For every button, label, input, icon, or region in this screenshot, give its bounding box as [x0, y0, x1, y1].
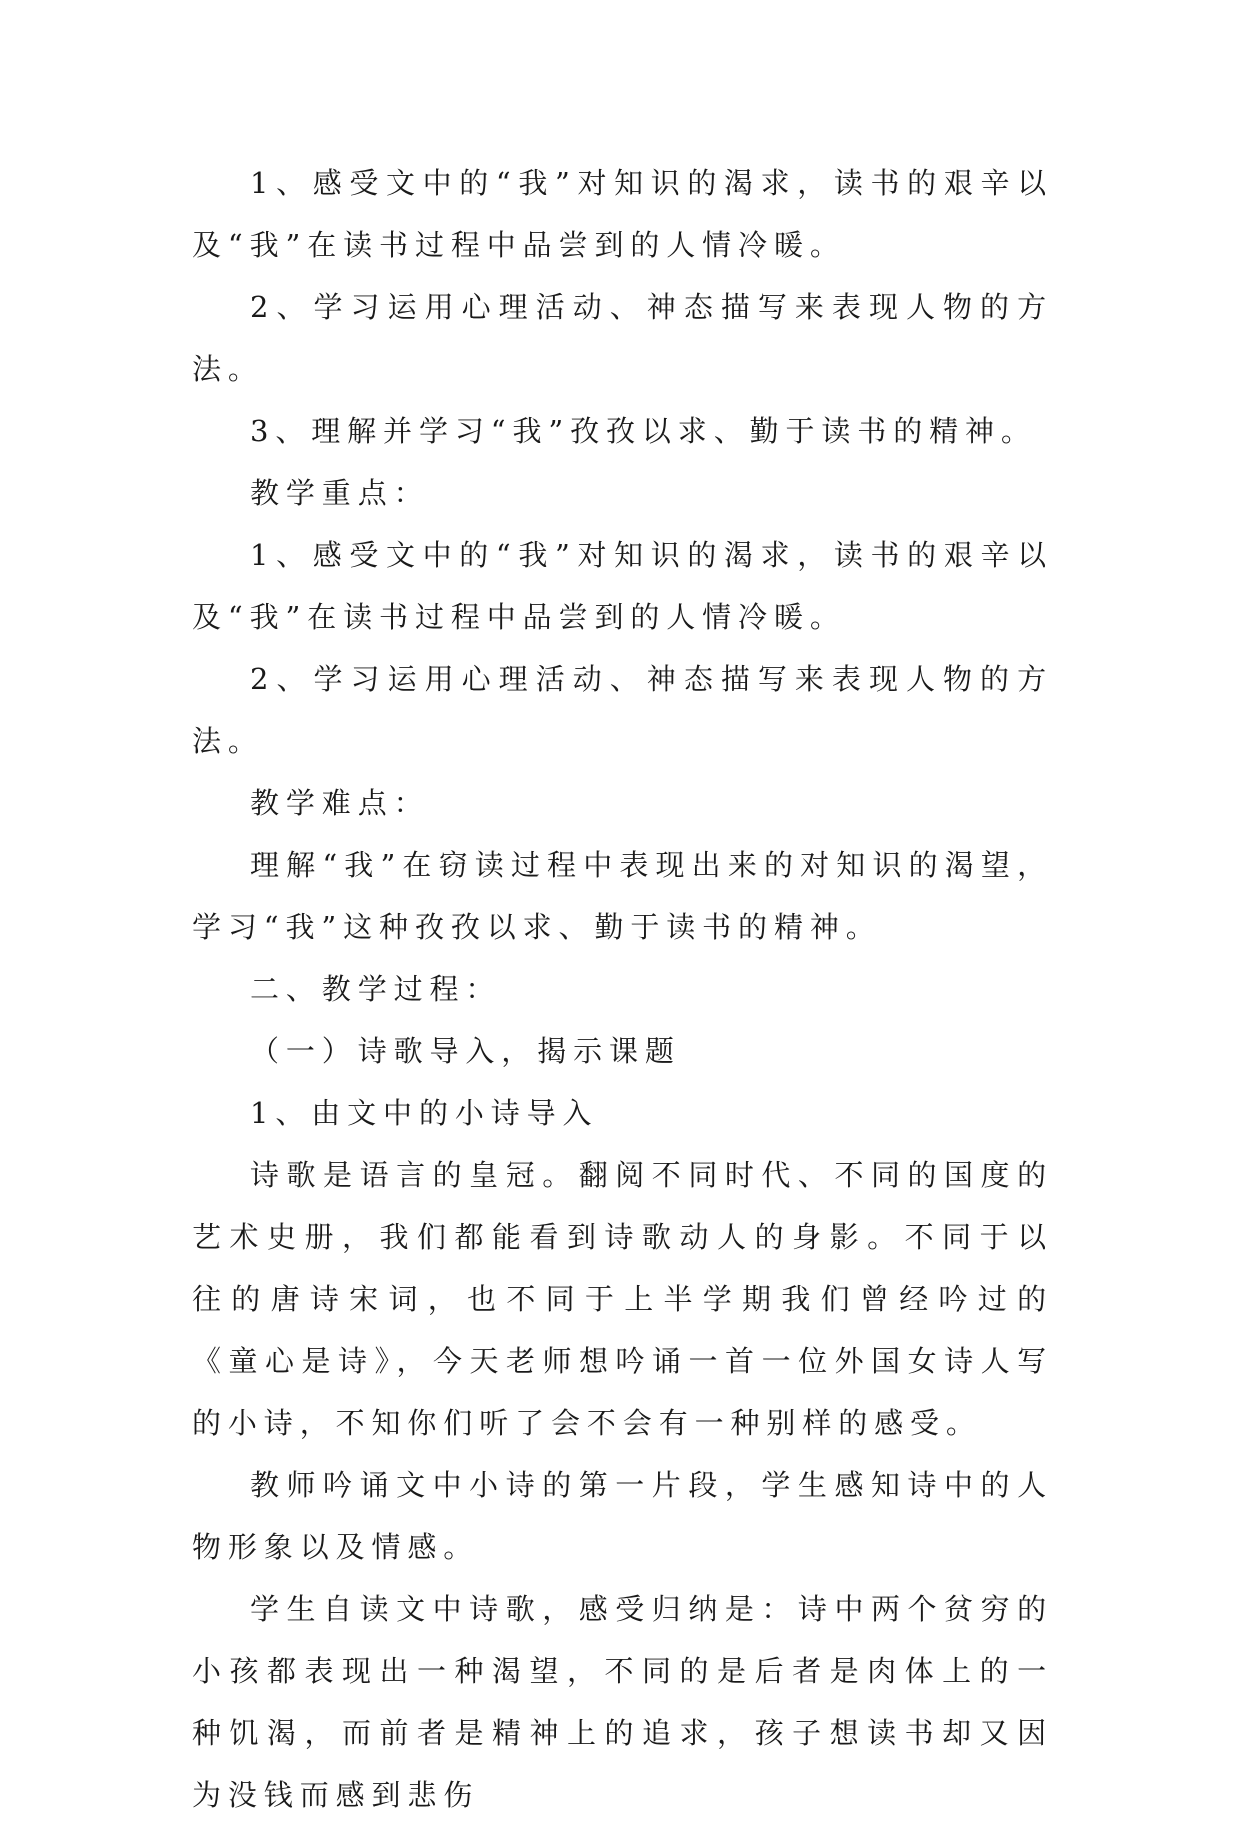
key-points-heading: 教学重点：	[250, 476, 430, 510]
section-1-heading: （一）诗歌导入，揭示课题	[250, 1034, 681, 1068]
objective-2-paragraph: 2、学习运用心理活动、神态描写来表现人物的方法。	[192, 290, 1053, 386]
objective-3-paragraph: 3、理解并学习“我”孜孜以求、勤于读书的精神。	[250, 414, 1037, 448]
objective-1-paragraph: 1、感受文中的“我”对知识的渴求，读书的艰辛以及“我”在读书过程中品尝到的人情冷暖。	[192, 166, 1053, 262]
difficulties-heading: 教学难点：	[250, 786, 430, 820]
key-point-1-paragraph: 1、感受文中的“我”对知识的渴求，读书的艰辛以及“我”在读书过程中品尝到的人情冷暖。	[192, 538, 1053, 634]
recitation-paragraph: 教师吟诵文中小诗的第一片段，学生感知诗中的人物形象以及情感。	[192, 1468, 1053, 1564]
key-point-2-paragraph: 2、学习运用心理活动、神态描写来表现人物的方法。	[192, 662, 1053, 758]
student-reading-paragraph: 学生自读文中诗歌，感受归纳是：诗中两个贫穷的小孩都表现出一种渴望，不同的是后者是肉体上的一种饥渴，而前者是精神上的追求，孩子想读书却又因为没钱而感到悲伤	[192, 1592, 1053, 1812]
document-body	[192, 152, 1053, 1826]
intro-paragraph: 诗歌是语言的皇冠。翻阅不同时代、不同的国度的艺术史册，我们都能看到诗歌动人的身影。不同于以往的唐诗宋词，也不同于上半学期我们曾经吟过的《童心是诗》，今天老师想吟诵一首一位外国女诗人写的小诗，不知你们听了会不会有一种别样的感受。	[192, 1158, 1053, 1440]
teaching-process-heading: 二、教学过程：	[250, 972, 502, 1006]
step-1-paragraph: 1、由文中的小诗导入	[250, 1096, 599, 1130]
difficulty-paragraph: 理解“我”在窃读过程中表现出来的对知识的渴望，学习“我”这种孜孜以求、勤于读书的精神。	[192, 848, 1053, 944]
